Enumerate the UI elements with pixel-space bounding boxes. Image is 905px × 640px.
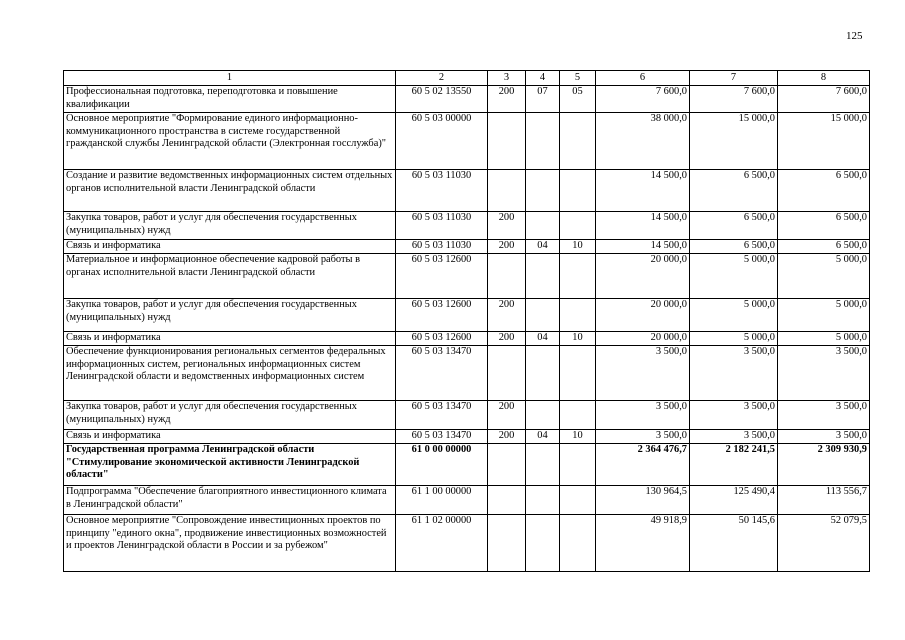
- table-row: [64, 332, 870, 346]
- cell-y1: 2 364 476,7: [596, 444, 690, 486]
- cell-code: 60 5 03 12600: [396, 254, 488, 299]
- table-header-row: [64, 71, 870, 86]
- table-row: [64, 430, 870, 444]
- cell-rz: 07: [526, 86, 560, 113]
- column-header: 8: [778, 71, 870, 86]
- cell-y3: 113 556,7: [778, 486, 870, 515]
- cell-rz: [526, 113, 560, 170]
- cell-code: 60 5 03 11030: [396, 212, 488, 240]
- cell-name: Государственная программа Ленинградской области "Стимулирование экономической активности Ленинградской области": [64, 444, 396, 486]
- cell-y3: 5 000,0: [778, 332, 870, 346]
- cell-vr: 200: [488, 240, 526, 254]
- cell-name: Профессиональная подготовка, переподготовка и повышение квалификации: [64, 86, 396, 113]
- cell-pr: [560, 486, 596, 515]
- cell-pr: 05: [560, 86, 596, 113]
- cell-code: 60 5 03 13470: [396, 430, 488, 444]
- cell-vr: [488, 444, 526, 486]
- cell-y3: 52 079,5: [778, 515, 870, 572]
- cell-y2: 6 500,0: [690, 240, 778, 254]
- budget-table: [63, 70, 870, 572]
- cell-pr: [560, 515, 596, 572]
- cell-name: Связь и информатика: [64, 332, 396, 346]
- cell-y2: 2 182 241,5: [690, 444, 778, 486]
- cell-y1: 38 000,0: [596, 113, 690, 170]
- table-row: [64, 240, 870, 254]
- cell-y1: 3 500,0: [596, 430, 690, 444]
- cell-y1: 130 964,5: [596, 486, 690, 515]
- cell-code: 60 5 03 12600: [396, 299, 488, 332]
- cell-pr: [560, 401, 596, 430]
- cell-name: Создание и развитие ведомственных информационных систем отдельных органов исполнительной власти Ленинградской области: [64, 170, 396, 212]
- cell-y2: 6 500,0: [690, 170, 778, 212]
- cell-code: 60 5 03 11030: [396, 240, 488, 254]
- cell-rz: [526, 486, 560, 515]
- table-row: [64, 401, 870, 430]
- cell-y2: 7 600,0: [690, 86, 778, 113]
- cell-y2: 5 000,0: [690, 299, 778, 332]
- column-header: 6: [596, 71, 690, 86]
- cell-y1: 49 918,9: [596, 515, 690, 572]
- cell-y1: 14 500,0: [596, 170, 690, 212]
- cell-y2: 5 000,0: [690, 254, 778, 299]
- cell-vr: [488, 486, 526, 515]
- cell-y3: 6 500,0: [778, 212, 870, 240]
- cell-rz: [526, 401, 560, 430]
- cell-rz: [526, 299, 560, 332]
- cell-rz: 04: [526, 430, 560, 444]
- cell-pr: [560, 113, 596, 170]
- cell-code: 60 5 03 13470: [396, 346, 488, 401]
- cell-vr: [488, 254, 526, 299]
- cell-y2: 15 000,0: [690, 113, 778, 170]
- cell-y3: 3 500,0: [778, 346, 870, 401]
- cell-y2: 6 500,0: [690, 212, 778, 240]
- cell-y2: 3 500,0: [690, 401, 778, 430]
- cell-y1: 20 000,0: [596, 299, 690, 332]
- cell-vr: [488, 515, 526, 572]
- cell-pr: [560, 254, 596, 299]
- table-row: [64, 515, 870, 572]
- cell-code: 61 1 00 00000: [396, 486, 488, 515]
- cell-pr: 10: [560, 430, 596, 444]
- cell-y3: 7 600,0: [778, 86, 870, 113]
- cell-y3: 3 500,0: [778, 430, 870, 444]
- cell-y3: 15 000,0: [778, 113, 870, 170]
- cell-pr: [560, 444, 596, 486]
- table-row: [64, 486, 870, 515]
- cell-y2: 125 490,4: [690, 486, 778, 515]
- cell-name: Связь и информатика: [64, 430, 396, 444]
- cell-pr: [560, 170, 596, 212]
- cell-code: 60 5 03 00000: [396, 113, 488, 170]
- cell-y3: 3 500,0: [778, 401, 870, 430]
- table-row: [64, 299, 870, 332]
- column-header: 5: [560, 71, 596, 86]
- cell-vr: [488, 170, 526, 212]
- column-header: 7: [690, 71, 778, 86]
- cell-name: Закупка товаров, работ и услуг для обеспечения государственных (муниципальных) нужд: [64, 299, 396, 332]
- cell-y2: 5 000,0: [690, 332, 778, 346]
- cell-y1: 3 500,0: [596, 401, 690, 430]
- cell-y3: 2 309 930,9: [778, 444, 870, 486]
- cell-vr: [488, 346, 526, 401]
- table-row: [64, 254, 870, 299]
- cell-name: Подпрограмма "Обеспечение благоприятного инвестиционного климата в Ленинградской области": [64, 486, 396, 515]
- cell-pr: [560, 212, 596, 240]
- cell-pr: 10: [560, 332, 596, 346]
- cell-code: 60 5 03 11030: [396, 170, 488, 212]
- column-header: 2: [396, 71, 488, 86]
- cell-name: Основное мероприятие "Формирование единого информационно-коммуникационного пространства в системе государственной гражданской службы Ленинградской области (Электронная госслужба)": [64, 113, 396, 170]
- column-header: 1: [64, 71, 396, 86]
- cell-rz: [526, 212, 560, 240]
- cell-vr: [488, 113, 526, 170]
- cell-y1: 3 500,0: [596, 346, 690, 401]
- cell-vr: 200: [488, 212, 526, 240]
- cell-name: Закупка товаров, работ и услуг для обеспечения государственных (муниципальных) нужд: [64, 212, 396, 240]
- table-row: [64, 113, 870, 170]
- cell-y1: 20 000,0: [596, 254, 690, 299]
- cell-vr: 200: [488, 299, 526, 332]
- cell-y2: 3 500,0: [690, 346, 778, 401]
- cell-rz: [526, 254, 560, 299]
- cell-code: 61 1 02 00000: [396, 515, 488, 572]
- table-row: [64, 346, 870, 401]
- cell-y3: 5 000,0: [778, 299, 870, 332]
- cell-y2: 3 500,0: [690, 430, 778, 444]
- cell-pr: 10: [560, 240, 596, 254]
- cell-rz: [526, 515, 560, 572]
- table-row: [64, 86, 870, 113]
- cell-rz: [526, 170, 560, 212]
- cell-code: 60 5 03 13470: [396, 401, 488, 430]
- cell-vr: 200: [488, 86, 526, 113]
- column-header: 4: [526, 71, 560, 86]
- cell-rz: 04: [526, 240, 560, 254]
- cell-rz: 04: [526, 332, 560, 346]
- cell-pr: [560, 346, 596, 401]
- table-row: [64, 170, 870, 212]
- cell-vr: 200: [488, 401, 526, 430]
- cell-y3: 5 000,0: [778, 254, 870, 299]
- cell-rz: [526, 444, 560, 486]
- cell-name: Обеспечение функционирования региональных сегментов федеральных информационных систем, региональных информационных систем Ленинградской области и ведомственных информационных систем: [64, 346, 396, 401]
- cell-y1: 14 500,0: [596, 212, 690, 240]
- cell-y1: 20 000,0: [596, 332, 690, 346]
- cell-y2: 50 145,6: [690, 515, 778, 572]
- cell-code: 61 0 00 00000: [396, 444, 488, 486]
- cell-rz: [526, 346, 560, 401]
- cell-name: Связь и информатика: [64, 240, 396, 254]
- cell-vr: 200: [488, 430, 526, 444]
- cell-code: 60 5 02 13550: [396, 86, 488, 113]
- cell-code: 60 5 03 12600: [396, 332, 488, 346]
- cell-name: Закупка товаров, работ и услуг для обеспечения государственных (муниципальных) нужд: [64, 401, 396, 430]
- cell-y1: 14 500,0: [596, 240, 690, 254]
- cell-y3: 6 500,0: [778, 170, 870, 212]
- page-number: 125: [846, 30, 863, 42]
- column-header: 3: [488, 71, 526, 86]
- cell-name: Основное мероприятие "Сопровождение инвестиционных проектов по принципу "единого окна", продвижение инвестиционных возможностей и проектов Ленинградской области в России и за рубежом": [64, 515, 396, 572]
- cell-name: Материальное и информационное обеспечение кадровой работы в органах исполнительной власти Ленинградской области: [64, 254, 396, 299]
- cell-y1: 7 600,0: [596, 86, 690, 113]
- cell-vr: 200: [488, 332, 526, 346]
- table-row: [64, 444, 870, 486]
- cell-y3: 6 500,0: [778, 240, 870, 254]
- table-row: [64, 212, 870, 240]
- cell-pr: [560, 299, 596, 332]
